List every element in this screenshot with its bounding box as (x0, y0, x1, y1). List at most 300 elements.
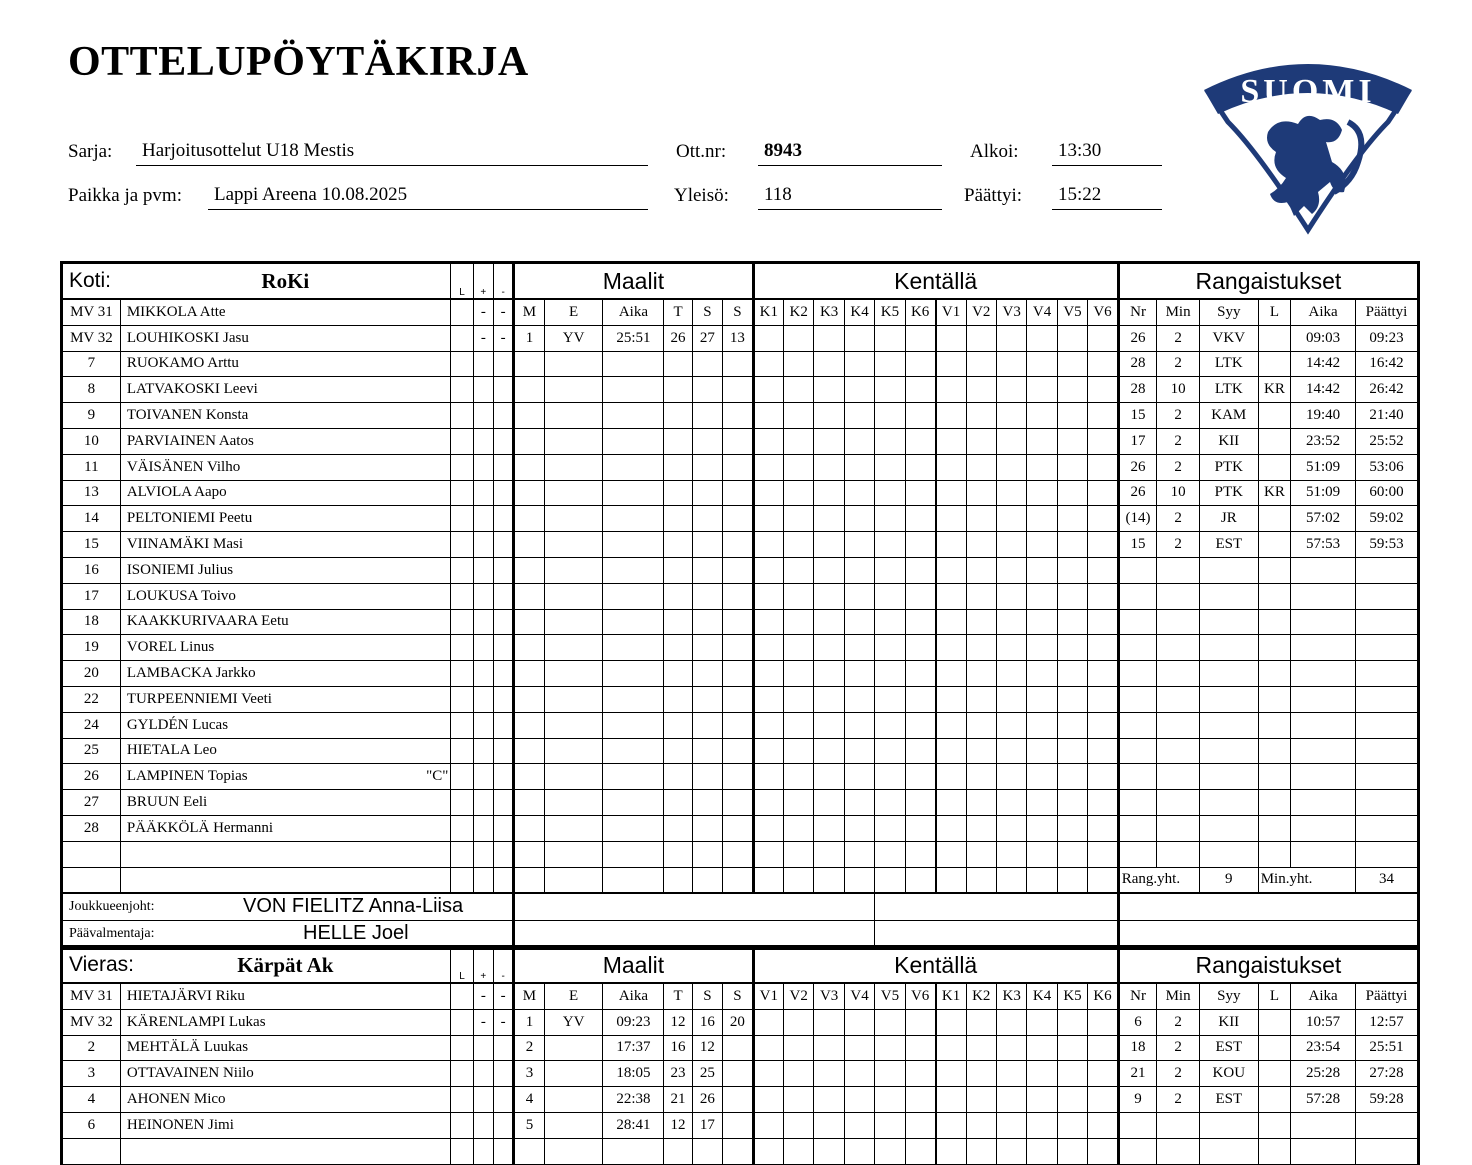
player-name: PELTONIEMI Peetu (126, 510, 253, 527)
field-cell (966, 790, 996, 816)
penalty-nr: 17 (1118, 428, 1157, 454)
field-cell (753, 532, 783, 558)
field-cell (1088, 532, 1119, 558)
player-name: VIINAMÄKI Masi (126, 536, 244, 553)
penalty-paattyi: 59:02 (1356, 506, 1419, 532)
penalty-l (1258, 351, 1290, 377)
empty-cell (664, 867, 692, 893)
field-cell (784, 661, 814, 687)
goal-t (664, 428, 692, 454)
penalty-col-header: Nr (1118, 983, 1157, 1009)
field-cell (1027, 790, 1057, 816)
goal-col-header: M (514, 983, 544, 1009)
field-cell (814, 1087, 844, 1113)
player-name: PARVIAINEN Aatos (126, 432, 254, 449)
player-name-cell (120, 428, 451, 454)
penalty-syy: KOU (1199, 1061, 1258, 1087)
goal-t (664, 557, 692, 583)
goal-s1 (692, 764, 722, 790)
official-role: Päävalmentaja: HELLE Joel (62, 921, 451, 949)
empty-cell (493, 867, 513, 893)
player-name-cell (120, 403, 451, 429)
penalty-aika (1291, 841, 1356, 867)
goal-t (664, 790, 692, 816)
penalty-nr (1118, 712, 1157, 738)
goal-s2 (723, 712, 753, 738)
player-minus (493, 1035, 513, 1061)
penalty-paattyi (1356, 609, 1419, 635)
paattyi-label: Päättyi: (964, 185, 1023, 206)
penalty-nr (1118, 1138, 1157, 1164)
field-cell (936, 1112, 966, 1138)
penalty-min: 2 (1157, 428, 1200, 454)
player-minus: - (493, 325, 513, 351)
field-cell (875, 661, 905, 687)
penalty-paattyi (1356, 686, 1419, 712)
player-name: ISONIEMI Julius (126, 561, 234, 578)
field-cell (814, 1035, 844, 1061)
player-name: KAAKKURIVAARA Eetu (126, 613, 289, 630)
goal-col-header: S (723, 983, 753, 1009)
player-name-cell (120, 1035, 451, 1061)
goal-s1 (692, 609, 722, 635)
field-cell (1088, 738, 1119, 764)
penalty-nr (1118, 635, 1157, 661)
field-cell (1057, 583, 1087, 609)
player-l (451, 325, 473, 351)
summary-row (62, 867, 1419, 893)
player-name-cell (120, 841, 451, 867)
player-minus (493, 661, 513, 687)
goal-t (664, 815, 692, 841)
field-cell (844, 712, 874, 738)
field-cell (753, 635, 783, 661)
field-cell (875, 1009, 905, 1035)
goal-s2 (723, 506, 753, 532)
penalty-aika (1291, 609, 1356, 635)
col-header-plus: + (473, 947, 493, 984)
player-name: LAMPINEN Topias (126, 768, 248, 785)
penalty-paattyi (1356, 557, 1419, 583)
player-name: BRUUN Eeli (126, 794, 208, 811)
penalty-aika: 57:02 (1291, 506, 1356, 532)
penalty-aika (1291, 583, 1356, 609)
field-cell (753, 583, 783, 609)
player-l (451, 686, 473, 712)
goal-m: 5 (514, 1112, 544, 1138)
field-cell (1088, 635, 1119, 661)
player-minus: - (493, 983, 513, 1009)
goal-aika (603, 686, 664, 712)
player-name-cell (120, 583, 451, 609)
field-cell (936, 325, 966, 351)
penalty-paattyi: 16:42 (1356, 351, 1419, 377)
field-cell (1027, 1035, 1057, 1061)
field-cell (1057, 790, 1087, 816)
penalty-syy (1199, 635, 1258, 661)
player-name: AHONEN Mico (126, 1091, 226, 1108)
penalty-nr: 26 (1118, 454, 1157, 480)
field-cell (966, 480, 996, 506)
field-col-header: V2 (784, 983, 814, 1009)
field-cell (936, 790, 966, 816)
penalty-min (1157, 557, 1200, 583)
goal-m (514, 815, 544, 841)
field-cell (966, 635, 996, 661)
goal-col-header: Aika (603, 299, 664, 325)
table-row (62, 506, 1419, 532)
col-header-plus: + (473, 263, 493, 300)
field-cell (905, 738, 935, 764)
penalty-l (1258, 454, 1290, 480)
field-cell (875, 790, 905, 816)
table-row (62, 428, 1419, 454)
player-minus (493, 686, 513, 712)
field-col-header: K3 (814, 299, 844, 325)
goal-t (664, 480, 692, 506)
goal-t (664, 635, 692, 661)
goal-s2 (723, 1112, 753, 1138)
field-cell (844, 557, 874, 583)
field-col-header: V2 (966, 299, 996, 325)
player-name: HIETAJÄRVI Riku (126, 987, 245, 1004)
goal-m: 1 (514, 1009, 544, 1035)
goal-t: 21 (664, 1087, 692, 1113)
player-minus (493, 506, 513, 532)
field-cell (996, 506, 1026, 532)
field-cell (875, 841, 905, 867)
player-plus (473, 841, 493, 867)
team-label: Vieras: (62, 947, 121, 984)
player-name: GYLDÉN Lucas (126, 716, 229, 733)
penalty-syy: EST (1199, 1087, 1258, 1113)
penalty-paattyi (1356, 790, 1419, 816)
player-name: KÄRENLAMPI Lukas (126, 1013, 266, 1030)
player-plus (473, 738, 493, 764)
paikka-value: Lappi Areena 10.08.2025 (208, 184, 648, 210)
field-cell (1088, 325, 1119, 351)
field-cell (844, 325, 874, 351)
goal-col-header: S (723, 299, 753, 325)
player-minus (493, 583, 513, 609)
field-cell (1088, 661, 1119, 687)
field-cell (905, 1061, 935, 1087)
field-col-header: V6 (1088, 299, 1119, 325)
empty-cell (844, 867, 874, 893)
player-minus (493, 557, 513, 583)
penalty-aika (1291, 1138, 1356, 1164)
table-row (62, 1087, 1419, 1113)
goal-e (544, 609, 603, 635)
penalty-syy: PTK (1199, 454, 1258, 480)
field-cell (814, 557, 844, 583)
goal-s2: 13 (723, 325, 753, 351)
field-cell (814, 532, 844, 558)
field-cell (905, 686, 935, 712)
field-cell (1088, 1087, 1119, 1113)
field-cell (875, 1035, 905, 1061)
field-cell (784, 738, 814, 764)
goal-e (544, 738, 603, 764)
goal-t (664, 454, 692, 480)
player-plus (473, 686, 493, 712)
field-cell (966, 609, 996, 635)
player-l (451, 480, 473, 506)
empty-cell (514, 867, 544, 893)
player-minus: - (493, 299, 513, 325)
field-cell (905, 712, 935, 738)
field-col-header: K4 (844, 299, 874, 325)
player-name: OTTAVAINEN Niilo (126, 1065, 254, 1082)
player-plus (473, 790, 493, 816)
official-extra-cell (875, 893, 1119, 921)
field-cell (844, 454, 874, 480)
goal-t (664, 686, 692, 712)
penalty-syy: LTK (1199, 351, 1258, 377)
field-cell (905, 377, 935, 403)
player-name-cell (120, 764, 451, 790)
field-cell (966, 325, 996, 351)
field-cell (875, 506, 905, 532)
player-l (451, 1138, 473, 1164)
field-cell (784, 635, 814, 661)
goal-m (514, 428, 544, 454)
player-plus (473, 815, 493, 841)
field-cell (905, 403, 935, 429)
goal-s2 (723, 557, 753, 583)
field-cell (905, 454, 935, 480)
goal-s2 (723, 815, 753, 841)
goal-col-header: T (664, 299, 692, 325)
goal-aika (603, 403, 664, 429)
player-l (451, 790, 473, 816)
goal-aika (603, 815, 664, 841)
field-cell (905, 351, 935, 377)
penalty-min (1157, 1138, 1200, 1164)
penalty-min: 10 (1157, 480, 1200, 506)
player-minus (493, 841, 513, 867)
goal-aika (603, 351, 664, 377)
table-row (62, 661, 1419, 687)
penalty-syy: EST (1199, 532, 1258, 558)
penalty-col-header: Aika (1291, 299, 1356, 325)
penalty-aika: 14:42 (1291, 377, 1356, 403)
penalty-aika (1291, 1112, 1356, 1138)
field-cell (966, 738, 996, 764)
field-cell (753, 1035, 783, 1061)
field-cell (844, 790, 874, 816)
field-cell (1088, 1061, 1119, 1087)
field-cell (936, 454, 966, 480)
goal-s1 (692, 686, 722, 712)
player-plus: - (473, 983, 493, 1009)
field-cell (844, 583, 874, 609)
player-l (451, 454, 473, 480)
penalty-aika (1291, 557, 1356, 583)
empty-cell (875, 867, 905, 893)
field-cell (905, 325, 935, 351)
player-name-cell (120, 377, 451, 403)
field-cell (936, 815, 966, 841)
field-cell (1027, 532, 1057, 558)
player-number: 15 (62, 532, 121, 558)
player-name: PÄÄKKÖLÄ Hermanni (126, 819, 274, 836)
penalty-aika: 51:09 (1291, 480, 1356, 506)
field-cell (784, 428, 814, 454)
field-cell (936, 738, 966, 764)
player-number: 28 (62, 815, 121, 841)
penalty-paattyi (1356, 738, 1419, 764)
penalty-paattyi: 26:42 (1356, 377, 1419, 403)
field-cell (784, 403, 814, 429)
empty-cell (1027, 867, 1057, 893)
penalty-l (1258, 764, 1290, 790)
player-name: MIKKOLA Atte (126, 303, 226, 320)
goal-col-header: S (692, 299, 722, 325)
ottnr-value: 8943 (758, 140, 942, 166)
penalty-nr (1118, 764, 1157, 790)
field-cell (814, 428, 844, 454)
yleiso-label: Yleisö: (674, 185, 729, 206)
field-cell (784, 1087, 814, 1113)
player-number: 11 (62, 454, 121, 480)
penalty-min: 2 (1157, 1035, 1200, 1061)
field-cell (784, 712, 814, 738)
goal-e (544, 1087, 603, 1113)
goal-s2 (723, 738, 753, 764)
field-cell (875, 686, 905, 712)
goal-m (514, 764, 544, 790)
field-cell (1027, 480, 1057, 506)
field-cell (784, 764, 814, 790)
field-cell (844, 506, 874, 532)
player-l (451, 351, 473, 377)
player-number: 24 (62, 712, 121, 738)
table-row (62, 480, 1419, 506)
field-cell (844, 1035, 874, 1061)
penalty-paattyi (1356, 635, 1419, 661)
field-cell (966, 764, 996, 790)
player-plus (473, 764, 493, 790)
field-cell (996, 428, 1026, 454)
penalty-paattyi (1356, 841, 1419, 867)
penalty-syy: PTK (1199, 480, 1258, 506)
goal-m (514, 583, 544, 609)
player-plus (473, 635, 493, 661)
table-row (62, 351, 1419, 377)
field-cell (1088, 480, 1119, 506)
field-cell (936, 480, 966, 506)
field-cell (1027, 1087, 1057, 1113)
penalty-l (1258, 428, 1290, 454)
field-cell (996, 815, 1026, 841)
penalty-l (1258, 1112, 1290, 1138)
field-cell (905, 583, 935, 609)
field-cell (784, 506, 814, 532)
field-cell (1027, 1061, 1057, 1087)
field-cell (844, 738, 874, 764)
field-cell (996, 1009, 1026, 1035)
player-plus: - (473, 1009, 493, 1035)
goal-e (544, 557, 603, 583)
field-cell (966, 712, 996, 738)
empty-cell (996, 867, 1026, 893)
field-cell (936, 841, 966, 867)
penalty-syy (1199, 815, 1258, 841)
field-cell (844, 1087, 874, 1113)
penalty-min (1157, 841, 1200, 867)
player-number: 13 (62, 480, 121, 506)
penalty-nr: 15 (1118, 532, 1157, 558)
penalty-l (1258, 635, 1290, 661)
goal-e (544, 661, 603, 687)
field-cell (784, 377, 814, 403)
penalty-l (1258, 532, 1290, 558)
player-name-cell (120, 790, 451, 816)
field-cell (996, 1061, 1026, 1087)
field-cell (844, 1138, 874, 1164)
yleiso-value: 118 (758, 184, 942, 210)
field-cell (814, 712, 844, 738)
field-cell (936, 377, 966, 403)
field-cell (814, 583, 844, 609)
field-cell (1057, 686, 1087, 712)
penalty-l (1258, 609, 1290, 635)
player-name-cell (120, 557, 451, 583)
penalty-syy: KII (1199, 428, 1258, 454)
goal-s2 (723, 790, 753, 816)
penalty-paattyi: 59:28 (1356, 1087, 1419, 1113)
field-cell (996, 557, 1026, 583)
penalty-aika (1291, 712, 1356, 738)
field-cell (996, 1035, 1026, 1061)
goal-m (514, 841, 544, 867)
goal-s2 (723, 480, 753, 506)
empty-cell (1057, 867, 1087, 893)
penalty-nr (1118, 790, 1157, 816)
field-cell (875, 583, 905, 609)
field-cell (936, 1061, 966, 1087)
empty-cell (544, 867, 603, 893)
penalty-l (1258, 712, 1290, 738)
empty-cell (62, 867, 121, 893)
player-l (451, 377, 473, 403)
table-row (62, 841, 1419, 867)
player-minus (493, 532, 513, 558)
captain-mark: "C" (426, 768, 449, 785)
player-name-cell (120, 635, 451, 661)
field-col-header: K5 (875, 299, 905, 325)
field-cell (875, 712, 905, 738)
table-row (62, 1061, 1419, 1087)
player-name-cell (120, 1061, 451, 1087)
goal-e (544, 764, 603, 790)
goal-t (664, 1138, 692, 1164)
goal-t: 26 (664, 325, 692, 351)
player-name-cell (120, 299, 451, 325)
penalty-paattyi: 25:52 (1356, 428, 1419, 454)
field-cell (875, 532, 905, 558)
field-cell (1088, 1009, 1119, 1035)
field-cell (753, 841, 783, 867)
field-cell (1027, 686, 1057, 712)
field-cell (936, 403, 966, 429)
goal-s1: 17 (692, 1112, 722, 1138)
penalty-nr (1118, 583, 1157, 609)
goal-m (514, 686, 544, 712)
goal-e (544, 403, 603, 429)
goal-s2 (723, 377, 753, 403)
